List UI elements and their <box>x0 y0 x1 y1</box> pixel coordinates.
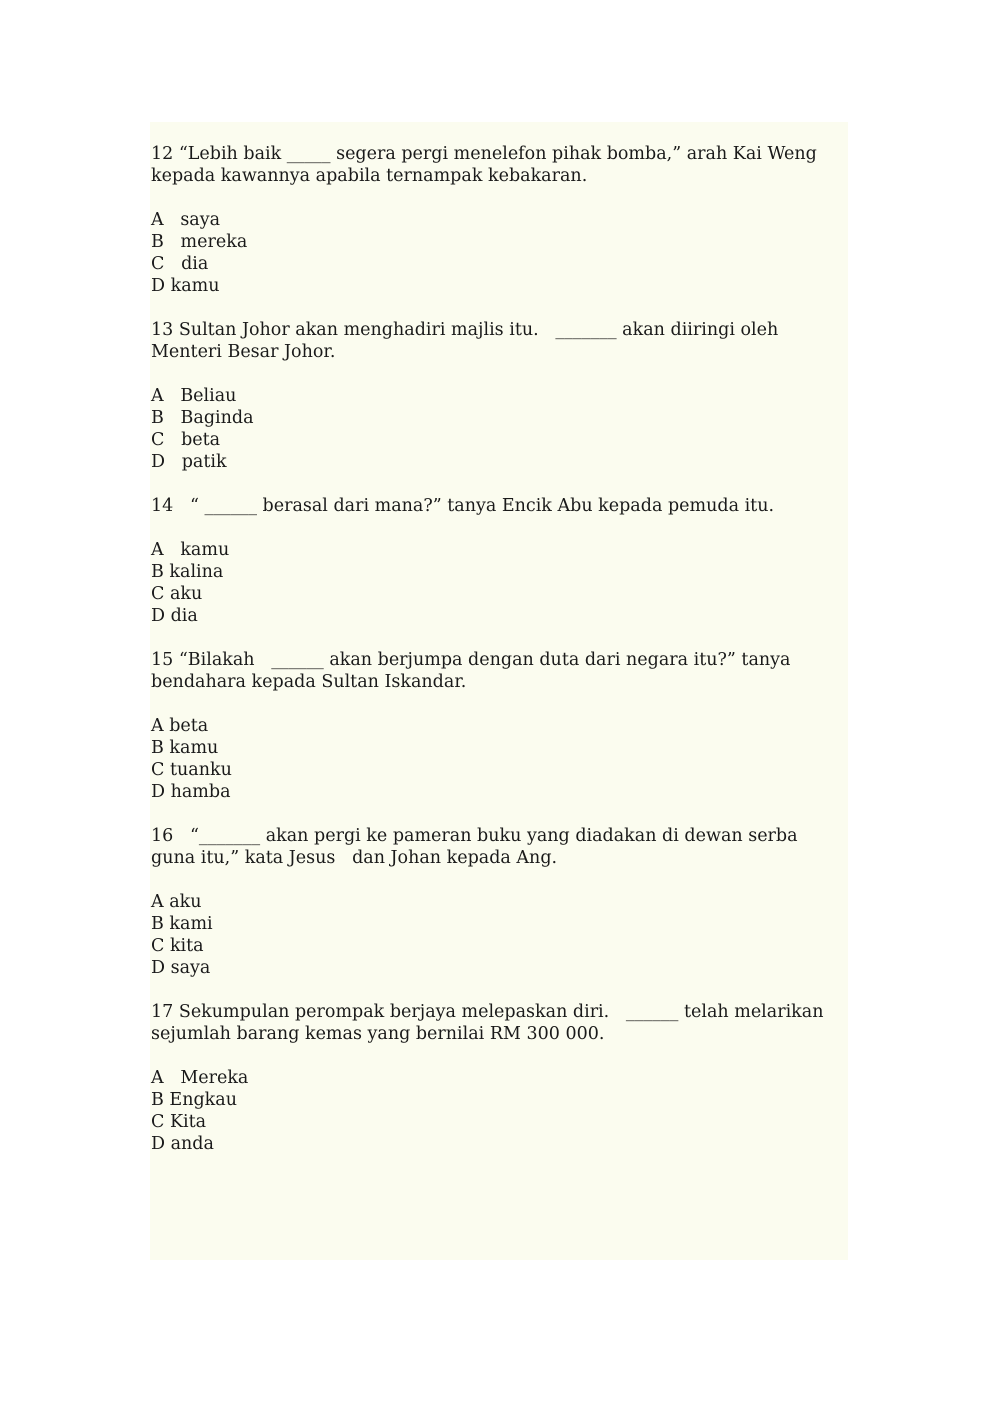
option-c[interactable]: C Kita <box>151 1112 207 1132</box>
question-text: 14 “ ______ berasal dari mana?” tanya Encik Abu kepada pemuda itu. <box>151 496 775 516</box>
option-a[interactable]: A Mereka <box>151 1068 249 1088</box>
option-d[interactable]: D patik <box>151 452 227 472</box>
option-d[interactable]: D saya <box>151 958 211 978</box>
option-c[interactable]: C aku <box>151 584 203 604</box>
option-b[interactable]: B Engkau <box>151 1090 237 1110</box>
question-15 <box>151 649 846 803</box>
question-text: 15 “Bilakah ______ akan berjumpa dengan duta dari negara itu?” tanya bendahara kepada Sultan Iskandar. <box>151 650 797 692</box>
option-b[interactable]: B kami <box>151 914 213 934</box>
option-b[interactable]: B kamu <box>151 738 219 758</box>
question-text: 16 “_______ akan pergi ke pameran buku yang diadakan di dewan serba guna itu,” kata Jesus dan Johan kepada Ang. <box>151 826 804 868</box>
option-a[interactable]: A kamu <box>151 540 230 560</box>
option-d[interactable]: D anda <box>151 1134 214 1154</box>
option-b[interactable]: B kalina <box>151 562 224 582</box>
option-d[interactable]: D hamba <box>151 782 231 802</box>
option-c[interactable]: C tuanku <box>151 760 232 780</box>
option-b[interactable]: B Baginda <box>151 408 254 428</box>
option-a[interactable]: A Beliau <box>151 386 237 406</box>
question-14 <box>151 495 846 627</box>
option-a[interactable]: A beta <box>151 716 209 736</box>
question-text: 12 “Lebih baik _____ segera pergi menelefon pihak bomba,” arah Kai Weng kepada kawannya apabila ternampak kebakaran. <box>151 144 823 186</box>
question-list <box>151 143 846 1177</box>
option-a[interactable]: A aku <box>151 892 202 912</box>
question-16 <box>151 825 846 979</box>
question-13 <box>151 319 846 473</box>
option-c[interactable]: C beta <box>151 430 221 450</box>
question-text: 17 Sekumpulan perompak berjaya melepaskan diri. ______ telah melarikan sejumlah barang kemas yang bernilai RM 300 000. <box>151 1002 830 1044</box>
option-a[interactable]: A saya <box>151 210 221 230</box>
question-17 <box>151 1001 846 1155</box>
option-c[interactable]: C dia <box>151 254 209 274</box>
option-c[interactable]: C kita <box>151 936 204 956</box>
question-12 <box>151 143 846 297</box>
option-d[interactable]: D dia <box>151 606 198 626</box>
question-text: 13 Sultan Johor akan menghadiri majlis itu. _______ akan diiringi oleh Menteri Besar Johor. <box>151 320 784 362</box>
option-b[interactable]: B mereka <box>151 232 248 252</box>
option-d[interactable]: D kamu <box>151 276 220 296</box>
